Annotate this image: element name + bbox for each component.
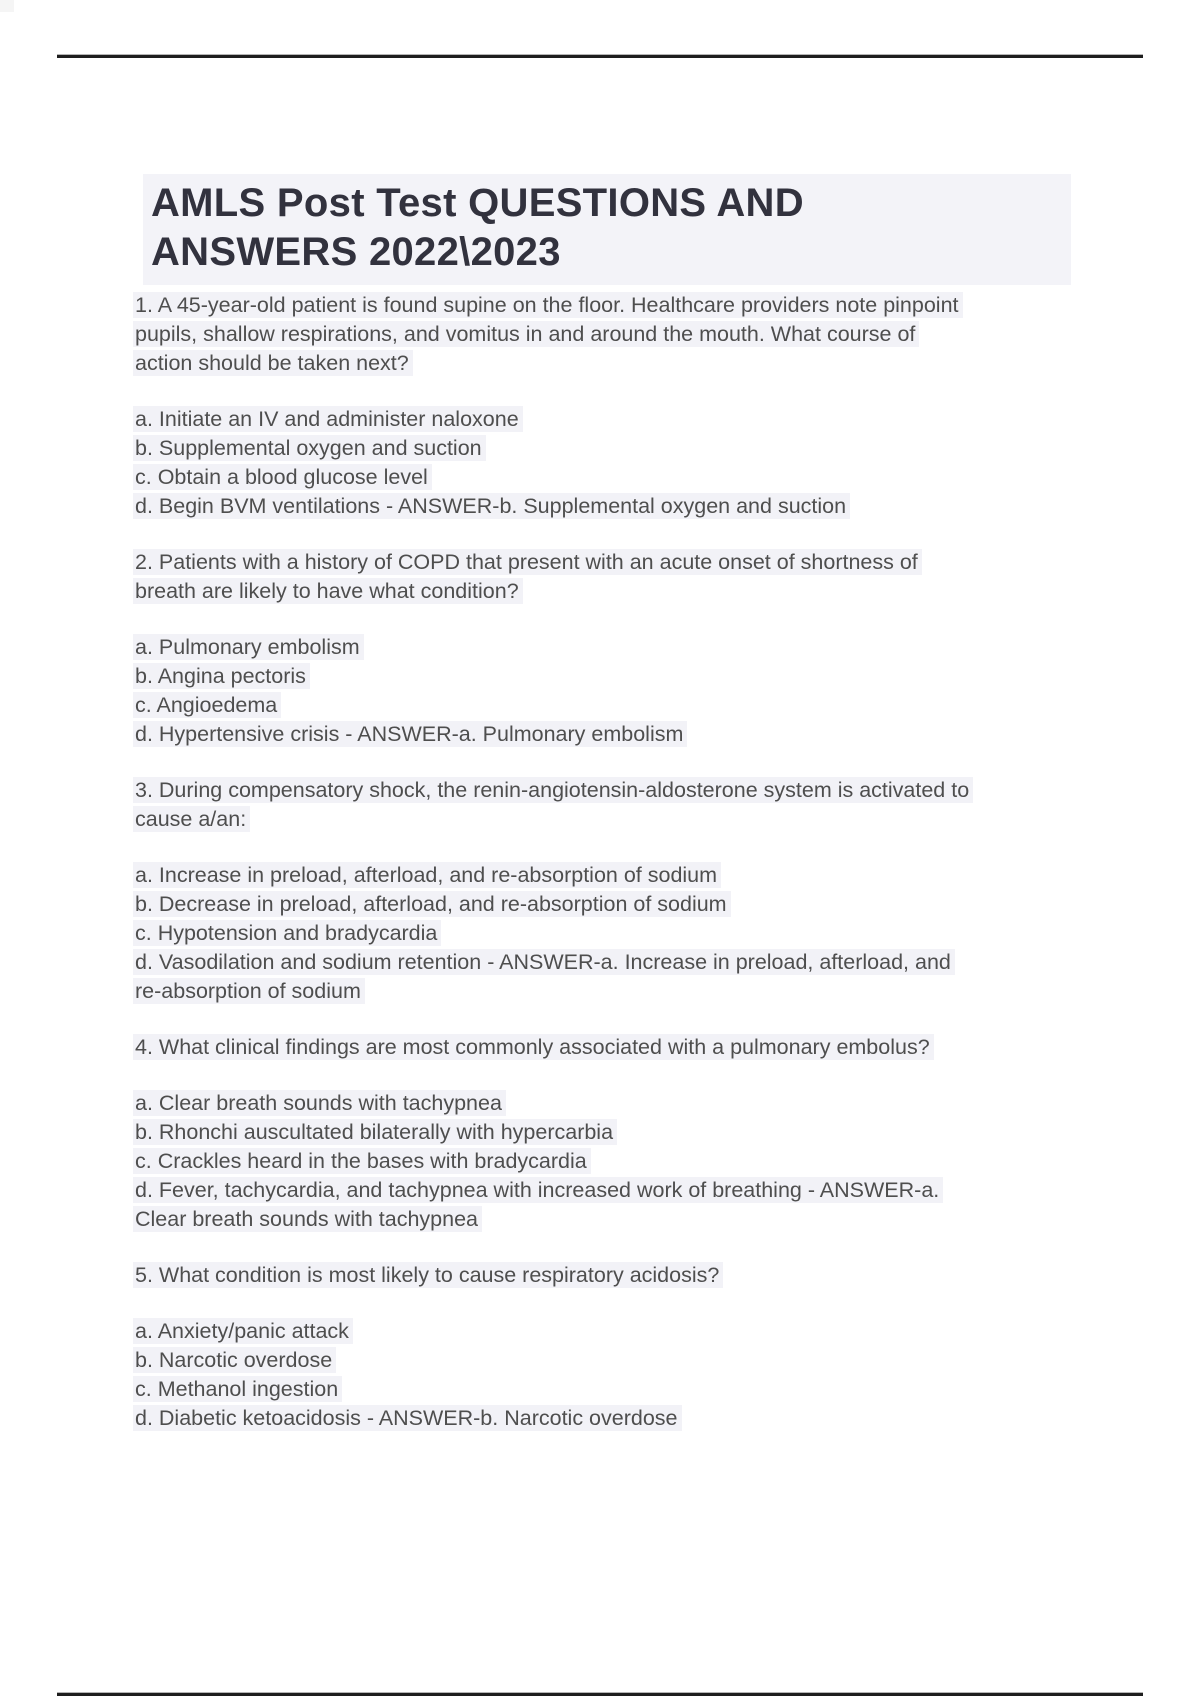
highlighted-text: action should be taken next? <box>133 350 413 376</box>
highlighted-text: b. Decrease in preload, afterload, and re-absorption of sodium <box>133 891 731 917</box>
text-line <box>133 1375 1143 1404</box>
highlighted-text: c. Hypotension and bradycardia <box>133 920 441 946</box>
highlighted-text: b. Angina pectoris <box>133 663 310 689</box>
text-line <box>133 492 1143 521</box>
top-horizontal-rule <box>57 54 1143 58</box>
text-line <box>133 1033 1143 1062</box>
question-block-5 <box>133 1261 1143 1433</box>
text-line <box>133 890 1143 919</box>
question-block-4 <box>133 1033 1143 1234</box>
question-stem <box>133 548 1143 606</box>
highlighted-text: c. Methanol ingestion <box>133 1376 342 1402</box>
highlighted-text: 1. A 45-year-old patient is found supine on the floor. Healthcare providers note pinpoint <box>133 292 963 318</box>
highlighted-text: 4. What clinical findings are most commonly associated with a pulmonary embolus? <box>133 1034 934 1060</box>
scan-corner-artifact <box>0 0 14 12</box>
text-line <box>133 548 1143 577</box>
answer-options <box>133 861 1143 1006</box>
text-line <box>133 577 1143 606</box>
highlighted-text: d. Vasodilation and sodium retention - ANSWER-a. Increase in preload, afterload, and <box>133 949 955 975</box>
highlighted-text: b. Supplemental oxygen and suction <box>133 435 486 461</box>
highlighted-text: d. Begin BVM ventilations - ANSWER-b. Supplemental oxygen and suction <box>133 493 850 519</box>
highlighted-text: d. Hypertensive crisis - ANSWER-a. Pulmonary embolism <box>133 721 687 747</box>
question-stem <box>133 1033 1143 1062</box>
text-line <box>133 434 1143 463</box>
text-line <box>133 977 1143 1006</box>
highlighted-text: pupils, shallow respirations, and vomitus in and around the mouth. What course of <box>133 321 919 347</box>
highlighted-text: d. Fever, tachycardia, and tachypnea with increased work of breathing - ANSWER-a. <box>133 1177 943 1203</box>
text-line <box>133 1147 1143 1176</box>
highlighted-text: a. Pulmonary embolism <box>133 634 364 660</box>
title-line-1: AMLS Post Test QUESTIONS AND <box>151 181 804 225</box>
text-line <box>133 1317 1143 1346</box>
text-line <box>133 861 1143 890</box>
question-stem <box>133 291 1143 378</box>
text-line <box>133 633 1143 662</box>
text-line <box>133 948 1143 977</box>
page-title <box>143 174 1071 285</box>
title-line-2: ANSWERS 2022\2023 <box>151 230 561 274</box>
highlighted-text: c. Obtain a blood glucose level <box>133 464 432 490</box>
highlighted-text: b. Rhonchi auscultated bilaterally with hypercarbia <box>133 1119 617 1145</box>
highlighted-text: cause a/an: <box>133 806 250 832</box>
highlighted-text: c. Crackles heard in the bases with bradycardia <box>133 1148 591 1174</box>
text-line <box>133 776 1143 805</box>
highlighted-text: b. Narcotic overdose <box>133 1347 336 1373</box>
highlighted-text: a. Increase in preload, afterload, and re-absorption of sodium <box>133 862 721 888</box>
highlighted-text: a. Initiate an IV and administer naloxone <box>133 406 523 432</box>
text-line <box>133 1346 1143 1375</box>
text-line <box>133 1261 1143 1290</box>
highlighted-text: breath are likely to have what condition? <box>133 578 523 604</box>
text-line <box>133 1089 1143 1118</box>
text-line <box>133 320 1143 349</box>
highlighted-text: re-absorption of sodium <box>133 978 365 1004</box>
question-block-2 <box>133 548 1143 749</box>
highlighted-text: 5. What condition is most likely to cause respiratory acidosis? <box>133 1262 723 1288</box>
question-list <box>133 291 1143 1433</box>
text-line <box>133 805 1143 834</box>
highlighted-text: a. Anxiety/panic attack <box>133 1318 353 1344</box>
text-line <box>133 662 1143 691</box>
answer-options <box>133 1089 1143 1234</box>
text-line <box>133 291 1143 320</box>
text-line <box>133 720 1143 749</box>
text-line <box>133 463 1143 492</box>
answer-options <box>133 1317 1143 1433</box>
question-stem <box>133 1261 1143 1290</box>
text-line <box>133 691 1143 720</box>
text-line <box>133 919 1143 948</box>
text-line <box>133 1118 1143 1147</box>
text-line <box>133 1176 1143 1205</box>
text-line <box>133 1205 1143 1234</box>
highlighted-text: 3. During compensatory shock, the renin-angiotensin-aldosterone system is activated to <box>133 777 973 803</box>
text-line <box>133 405 1143 434</box>
question-block-3 <box>133 776 1143 1006</box>
text-line <box>133 1404 1143 1433</box>
question-block-1 <box>133 291 1143 521</box>
bottom-horizontal-rule <box>57 1692 1143 1696</box>
highlighted-text: a. Clear breath sounds with tachypnea <box>133 1090 506 1116</box>
question-stem <box>133 776 1143 834</box>
highlighted-text: 2. Patients with a history of COPD that present with an acute onset of shortness of <box>133 549 922 575</box>
text-line <box>133 349 1143 378</box>
answer-options <box>133 633 1143 749</box>
highlighted-text: c. Angioedema <box>133 692 281 718</box>
answer-options <box>133 405 1143 521</box>
highlighted-text: d. Diabetic ketoacidosis - ANSWER-b. Narcotic overdose <box>133 1405 682 1431</box>
highlighted-text: Clear breath sounds with tachypnea <box>133 1206 482 1232</box>
